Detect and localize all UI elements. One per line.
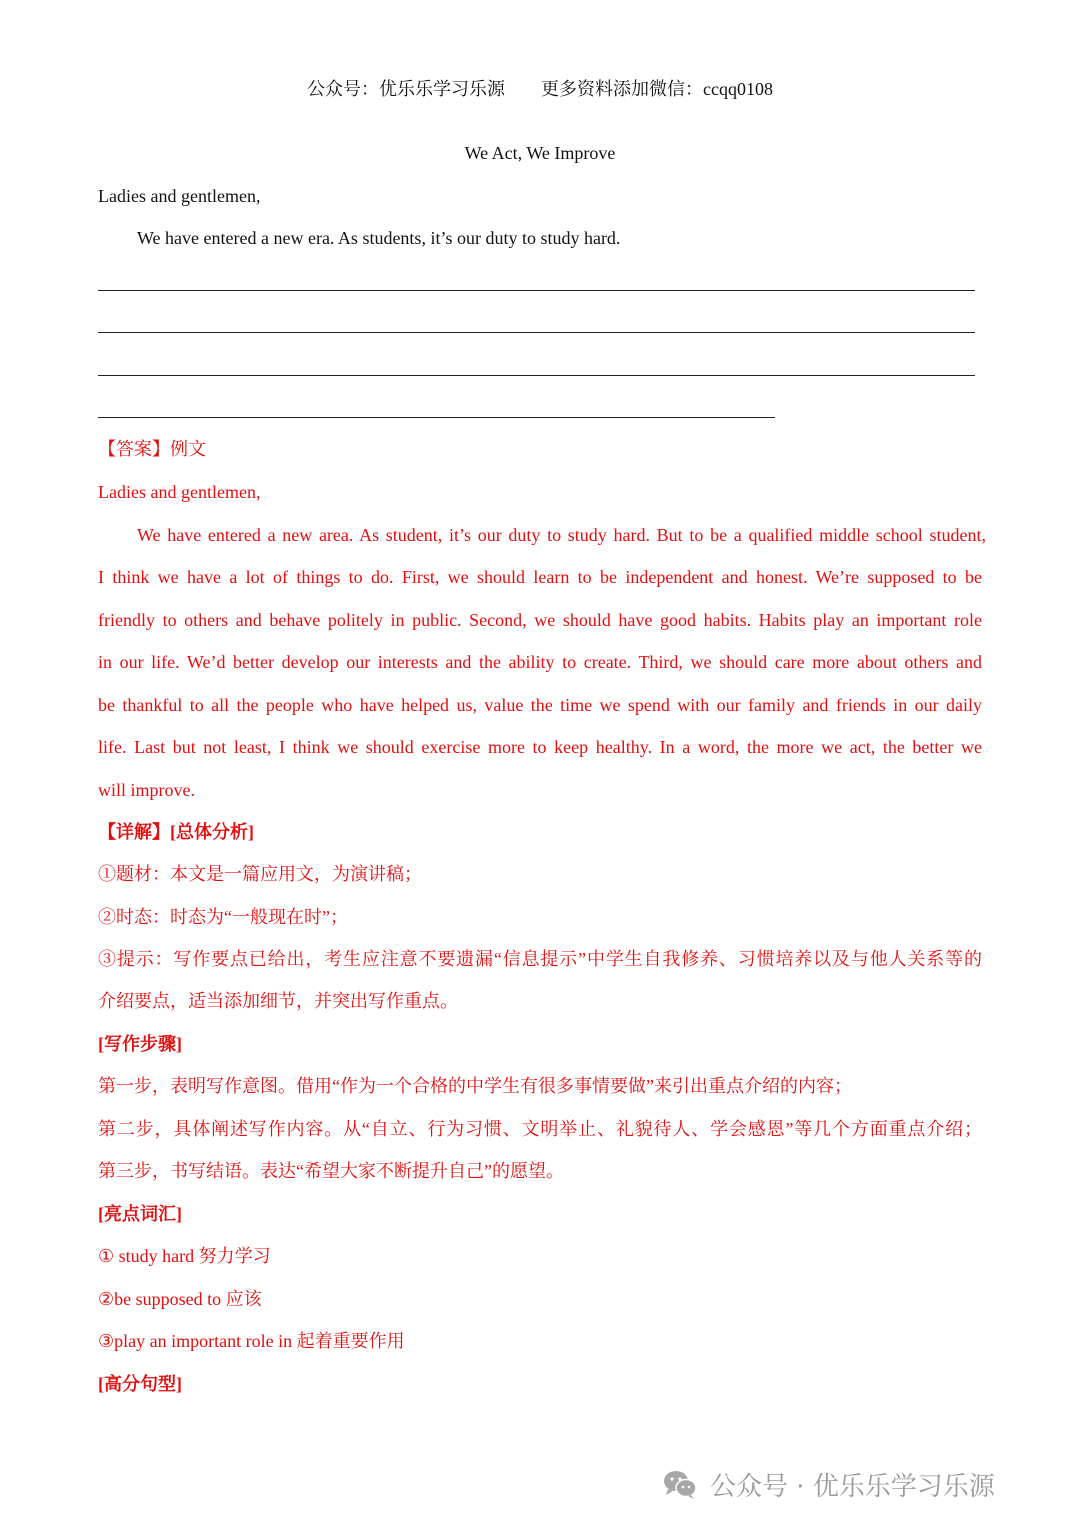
answer-line: I think we have a lot of things to do. First, we should learn to be independent and honest. We’re supposed to be bbox=[98, 567, 982, 587]
analysis-tag: 【详解】 bbox=[98, 822, 170, 842]
analysis-point: ③提示：写作要点已给出，考生应注意不要遗漏“信息提示”中学生自我修养、习惯培养以及与他人关系等的 bbox=[98, 949, 982, 969]
answer-line: in our life. We’d better develop our interests and the ability to create. Third, we should care more about others and bbox=[98, 652, 982, 672]
steps-heading: [写作步骤] bbox=[98, 1034, 182, 1054]
vocab-item: ②be supposed to 应该 bbox=[98, 1289, 262, 1309]
analysis-point: 介绍要点，适当添加细节，并突出写作重点。 bbox=[98, 991, 458, 1011]
essay-title: We Act, We Improve bbox=[464, 143, 616, 163]
answer-line: We have entered a new area. As student, it’s our duty to study hard. But to be a qualified middle school student, bbox=[137, 525, 986, 545]
prompt-greeting: Ladies and gentlemen, bbox=[98, 186, 261, 206]
writing-step: 第三步，书写结语。表达“希望大家不断提升自己”的愿望。 bbox=[98, 1161, 564, 1181]
page-header: 公众号：优乐乐学习乐源 更多资料添加微信：ccqq0108 bbox=[307, 79, 773, 99]
answer-blank-line bbox=[98, 417, 775, 418]
prompt-opening: We have entered a new era. As students, it’s our duty to study hard. bbox=[137, 228, 621, 248]
writing-step: 第二步，具体阐述写作内容。从“自立、行为习惯、文明举止、礼貌待人、学会感恩”等几个方面重点介绍； bbox=[98, 1119, 982, 1139]
answer-blank-line bbox=[98, 332, 975, 333]
answer-blank-line bbox=[98, 290, 975, 291]
vocab-heading: [亮点词汇] bbox=[98, 1204, 182, 1224]
overall-analysis-heading: [总体分析] bbox=[170, 822, 254, 842]
answer-tag: 【答案】例文 bbox=[98, 439, 206, 459]
watermark bbox=[660, 1464, 995, 1504]
watermark-text: 公众号 · 优乐乐学习乐源 bbox=[710, 1471, 995, 1502]
analysis-point: ②时态：时态为“一般现在时”； bbox=[98, 907, 348, 927]
answer-blank-line bbox=[98, 375, 975, 376]
analysis-heading bbox=[98, 821, 254, 843]
sentence-heading: [高分句型] bbox=[98, 1374, 182, 1394]
writing-step: 第一步，表明写作意图。借用“作为一个合格的中学生有很多事情要做”来引出重点介绍的内容； bbox=[98, 1076, 852, 1096]
answer-line: be thankful to all the people who have helped us, value the time we spend with our family and friends in our daily bbox=[98, 695, 982, 715]
answer-line: life. Last but not least, I think we should exercise more to keep healthy. In a word, the more we act, the better we bbox=[98, 737, 982, 757]
wechat-icon bbox=[660, 1464, 700, 1504]
answer-line: friendly to others and behave politely in public. Second, we should have good habits. Habits play an important role bbox=[98, 610, 982, 630]
vocab-item: ③play an important role in 起着重要作用 bbox=[98, 1331, 405, 1351]
answer-greeting: Ladies and gentlemen, bbox=[98, 482, 261, 502]
analysis-point: ①题材：本文是一篇应用文，为演讲稿； bbox=[98, 864, 422, 884]
answer-line: will improve. bbox=[98, 780, 195, 800]
vocab-item: ① study hard 努力学习 bbox=[98, 1246, 271, 1266]
